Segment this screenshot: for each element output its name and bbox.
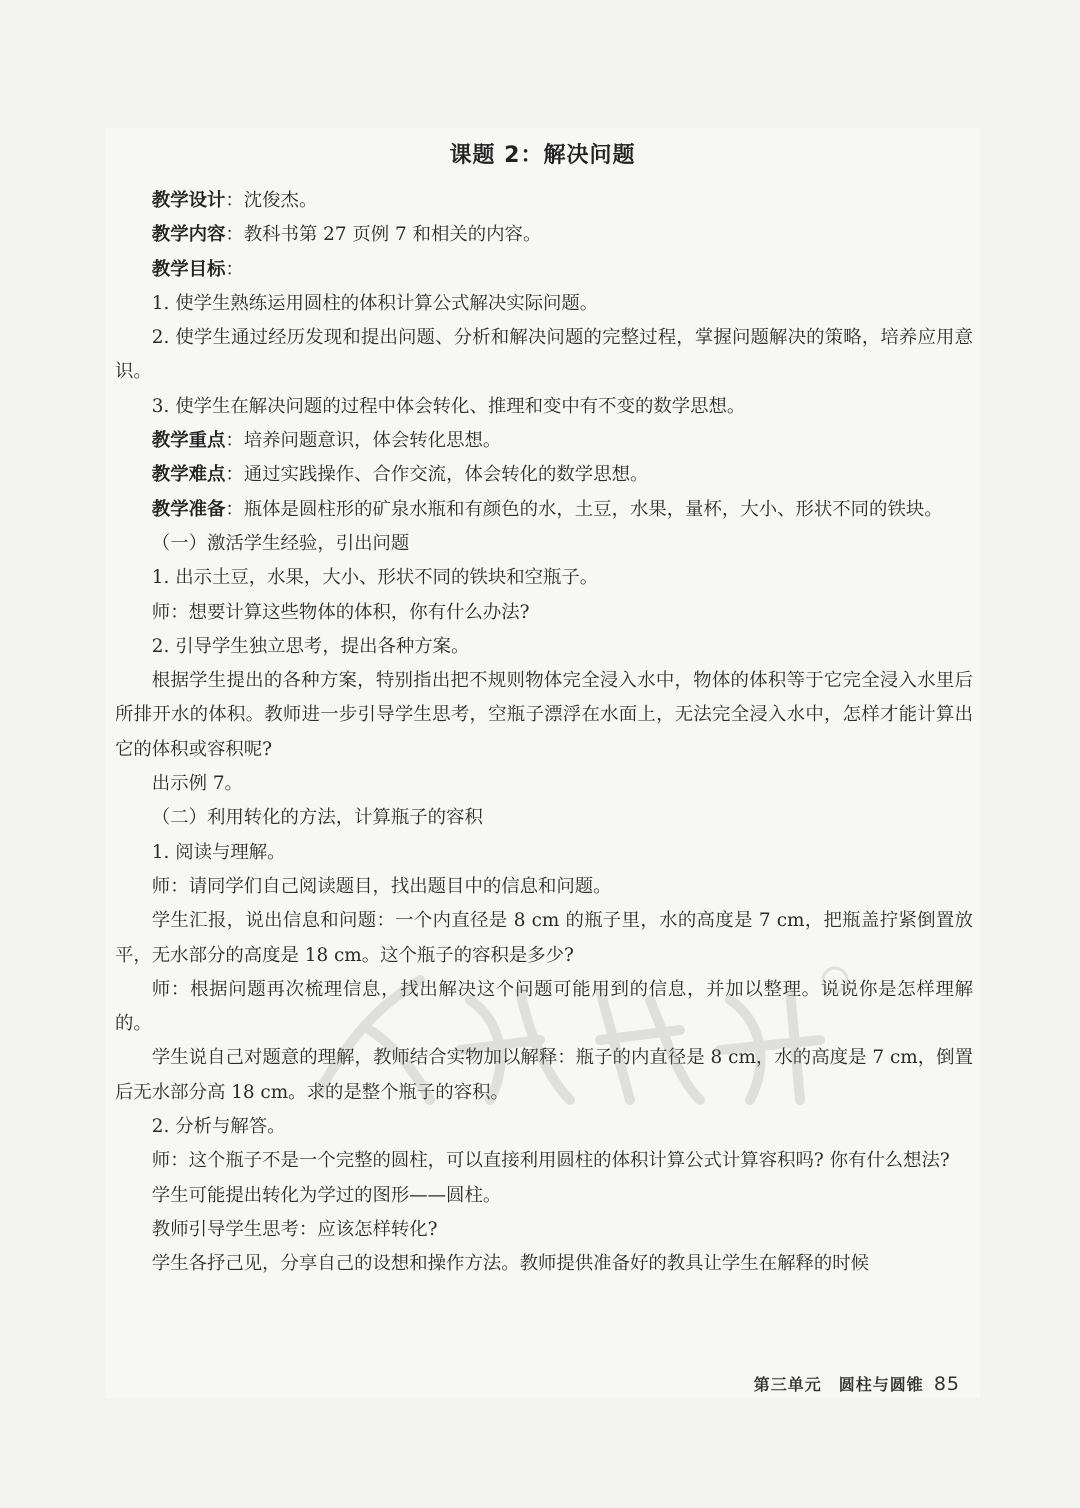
goal-item: 3. 使学生在解决问题的过程中体会转化、推理和变中有不变的数学思想。: [151, 395, 746, 417]
goals-heading: [115, 253, 973, 287]
paragraph: 师：请同学们自己阅读题目，找出题目中的信息和问题。: [151, 875, 612, 897]
paragraph: 学生说自己对题意的理解，教师结合实物加以解释：瓶子的内直径是 8 cm，水的高度是 7 cm，倒置后无水部分高 18 cm。求的是整个瓶子的容积。: [115, 1047, 973, 1103]
difficulties-line: [115, 458, 973, 492]
paragraph: 出示例 7。: [151, 773, 243, 795]
key-points-line: [115, 424, 973, 458]
paragraph: 学生可能提出转化为学过的图形——圆柱。: [151, 1184, 502, 1206]
page: [105, 128, 980, 1398]
goal-item: 1. 使学生熟练运用圆柱的体积计算公式解决实际问题。: [151, 292, 599, 314]
preparation-label: 教学准备: [151, 498, 226, 520]
content-value: ：教科书第 27 页例 7 和相关的内容。: [225, 224, 542, 246]
paragraph: 2. 引导学生独立思考，提出各种方案。: [151, 635, 470, 657]
section-heading: （一）激活学生经验，引出问题: [151, 532, 410, 554]
difficulties-label: 教学难点: [151, 464, 226, 486]
page-body: [115, 184, 973, 1282]
designer-label: 教学设计: [151, 190, 226, 211]
content-label: 教学内容: [151, 224, 226, 246]
paragraph: 学生汇报，说出信息和问题：一个内直径是 8 cm 的瓶子里，水的高度是 7 cm，把瓶盖拧紧倒置放平，无水部分的高度是 18 cm。这个瓶子的容积是多少?: [115, 910, 973, 966]
key-points-label: 教学重点: [151, 430, 226, 452]
paragraph: 2. 分析与解答。: [151, 1116, 286, 1138]
page-number: 85: [933, 1373, 960, 1395]
key-points-value: ：培养问题意识，体会转化思想。: [225, 430, 502, 452]
page-footer: [754, 1372, 960, 1395]
paragraph: 1. 出示土豆，水果，大小、形状不同的铁块和空瓶子。: [151, 567, 599, 589]
paragraph: 师：这个瓶子不是一个完整的圆柱，可以直接利用圆柱的体积计算公式计算容积吗? 你有什么想法?: [151, 1150, 950, 1172]
content-line: [115, 218, 973, 252]
footer-unit: 第三单元 圆柱与圆锥: [753, 1375, 924, 1394]
difficulties-value: ：通过实践操作、合作交流，体会转化的数学思想。: [225, 464, 649, 486]
designer-value: ：沈俊杰。: [225, 190, 318, 211]
paragraph: 1. 阅读与理解。: [151, 841, 286, 863]
paragraph: 根据学生提出的各种方案，特别指出把不规则物体完全浸入水中，物体的体积等于它完全浸入水里后所排开水的体积。教师进一步引导学生思考，空瓶子漂浮在水面上，无法完全浸入水中，怎样才能计算出它的体积或容积呢?: [115, 670, 973, 760]
goals-label: 教学目标: [151, 258, 226, 280]
paragraph: 师：想要计算这些物体的体积，你有什么办法?: [151, 601, 530, 623]
designer-line: [115, 184, 973, 218]
goals-colon: ：: [225, 258, 244, 280]
paragraph: 教师引导学生思考：应该怎样转化?: [151, 1218, 438, 1240]
preparation-value: ：瓶体是圆柱形的矿泉水瓶和有颜色的水，土豆，水果，量杯，大小、形状不同的铁块。: [225, 498, 943, 520]
paragraph: 学生各抒己见，分享自己的设想和操作方法。教师提供准备好的教具让学生在解释的时候: [151, 1253, 870, 1275]
paragraph: 师：根据问题再次梳理信息，找出解决这个问题可能用到的信息，并加以整理。说说你是怎样理解的。: [115, 978, 973, 1035]
preparation-line: [115, 493, 973, 527]
goal-item: 2. 使学生通过经历发现和提出问题、分析和解决问题的完整过程，掌握问题解决的策略，培养应用意识。: [115, 327, 973, 383]
page-title: 课题 2：解决问题: [449, 143, 636, 168]
section-heading: （二）利用转化的方法，计算瓶子的容积: [151, 807, 483, 829]
publisher-watermark: [300, 960, 860, 1110]
